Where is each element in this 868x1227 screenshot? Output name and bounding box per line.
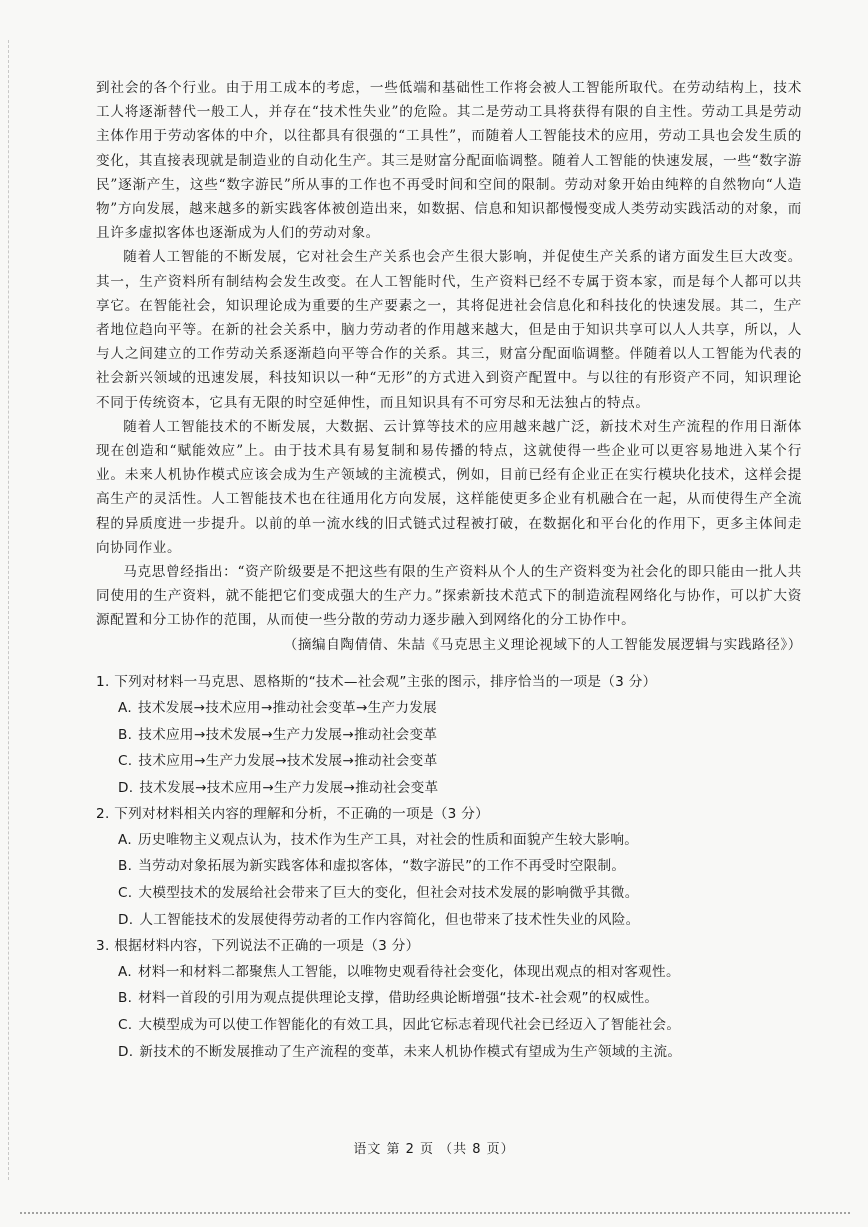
option-letter: D. <box>118 911 134 928</box>
question-stem: 2. 下列对材料相关内容的理解和分析，不正确的一项是（3 分） <box>96 805 489 822</box>
option-text: 历史唯物主义观点认为，技术作为生产工具，对社会的性质和面貌产生较大影响。 <box>137 831 639 848</box>
option-letter: C. <box>118 885 133 902</box>
option-b <box>96 853 802 880</box>
option-text: 技术发展→技术应用→推动社会变革→生产力发展 <box>137 700 438 716</box>
option-text: 当劳动对象拓展为新实践客体和虚拟客体，“数字游民”的工作不再受时空限制。 <box>138 858 626 875</box>
option-text: 新技术的不断发展推动了生产流程的变革，未来人机协作模式有望成为生产领域的主流。 <box>139 1043 682 1060</box>
option-text: 人工智能技术的发展使得劳动者的工作内容简化，但也带来了技术性失业的风险。 <box>139 911 640 928</box>
option-d <box>96 775 802 802</box>
option-letter: A. <box>118 831 132 848</box>
option-letter: D. <box>118 780 134 797</box>
passage-paragraph-1: 到社会的各个行业。由于用工成本的考虑，一些低端和基础性工作将会被人工智能所取代。在劳动结构上，技术工人将逐渐替代一般工人，并存在“技术性失业”的危险。其二是劳动工具将获得有限的自主性。劳动工具是劳动主体作用于劳动客体的中介，以往都具有很强的“工具性”，而随着人工智能技术的应用，劳动工具也会发生质的变化，其直接表现就是制造业的自动化生产。其三是财富分配面临调整。随着人工智能的快速发展，一些“数字游民”逐渐产生，这些“数字游民”所从事的工作也不再受时间和空间的限制。劳动对象开始由纯粹的自然物向“人造物”方向发展，越来越多的新实践客体被创造出来，如数据、信息和知识都慢慢变成人类劳动实践活动的对象，而且许多虚拟客体也逐渐成为人们的劳动对象。 <box>96 80 802 242</box>
option-letter: C. <box>118 1016 133 1033</box>
question-stem: 1. 下列对材料一马克思、恩格斯的“技术—社会观”主张的图示，排序恰当的一项是（3 分） <box>96 674 657 690</box>
option-text: 技术应用→生产力发展→技术发展→推动社会变革 <box>138 753 438 770</box>
passage-paragraph-2: 随着人工智能的不断发展，它对社会生产关系也会产生很大影响，并促使生产关系的诸方面发生巨大改变。其一，生产资料所有制结构会发生改变。在人工智能时代，生产资料已经不专属于资本家，而是每个人都可以共享它。在智能社会，知识理论成为重要的生产要素之一，其将促进社会信息化和科技化的快速发展。其二，生产者地位趋向平等。在新的社会关系中，脑力劳动者的作用越来越大，但是由于知识共享可以人人共享，所以，人与人之间建立的工作劳动关系逐渐趋向平等合作的关系。其三，财富分配面临调整。伴随着以人工智能为代表的社会新兴领域的迅速发展，科技知识以一种“无形”的方式进入到资产配置中。与以往的有形资产不同，知识理论不同于传统资本，它具有无限的时空延伸性，而且知识具有不可穷尽和无法独占的特点。 <box>96 249 802 411</box>
question-1 <box>96 670 802 802</box>
option-d <box>96 907 802 934</box>
option-text: 大模型成为可以使工作智能化的有效工具，因此它标志着现代社会已经迈入了智能社会。 <box>138 1016 681 1033</box>
option-b <box>96 985 802 1012</box>
question-3 <box>96 934 802 1066</box>
option-text: 技术发展→技术应用→生产力发展→推动社会变革 <box>139 780 439 797</box>
option-letter: D. <box>118 1043 134 1060</box>
passage-source: （摘编自陶倩倩、朱喆《马克思主义理论视域下的人工智能发展逻辑与实践路径》） <box>283 636 802 653</box>
option-text: 材料一首段的引用为观点提供理论支撑，借助经典论断增强“技术-社会观”的权威性。 <box>138 990 659 1007</box>
question-2 <box>96 802 802 934</box>
option-c <box>96 880 802 907</box>
option-a <box>96 827 802 854</box>
option-d <box>96 1039 802 1066</box>
option-text: 技术应用→技术发展→生产力发展→推动社会变革 <box>138 726 438 743</box>
option-letter: A. <box>118 700 132 716</box>
passage-paragraph-4: 马克思曾经指出：“资产阶级要是不把这些有限的生产资料从个人的生产资料变为社会化的即只能由一批人共同使用的生产资料，就不能把它们变成强大的生产力。”探索新技术范式下的制造流程网络化与协作，可以扩大资源配置和分工协作的范围，从而使一些分散的劳动力逐步融入到网络化的分工协作中。 <box>96 564 802 629</box>
option-text: 材料一和材料二都聚焦人工智能，以唯物史观看待社会变化，体现出观点的相对客观性。 <box>137 963 680 980</box>
binding-margin-line <box>8 40 10 1180</box>
option-letter: B. <box>118 858 133 875</box>
question-stem: 3. 根据材料内容，下列说法不正确的一项是（3 分） <box>96 937 420 954</box>
option-letter: A. <box>118 963 132 980</box>
page-footer: 语文 第 2 页 （共 8 页） <box>353 1142 515 1157</box>
passage-paragraph-3: 随着人工智能技术的不断发展，大数据、云计算等技术的应用越来越广泛，新技术对生产流程的作用日渐体现在创造和“赋能效应”上。由于技术具有易复制和易传播的特点，这就使得一些企业可以更容易地进入某个行业。未来人机协作模式应该会成为生产领域的主流模式，例如，目前已经有企业正在实行模块化技术，这样会提高生产的灵活性。人工智能技术也在往通用化方向发展，这样能使更多企业有机融合在一起，从而使得生产全流程的异质度进一步提升。以前的单一流水线的旧式链式过程被打破，在数据化和平台化的作用下，更多主体间走向协同作业。 <box>96 418 802 556</box>
bottom-scan-edge <box>20 1212 850 1215</box>
option-c <box>96 748 802 775</box>
option-letter: B. <box>118 990 133 1007</box>
option-text: 大模型技术的发展给社会带来了巨大的变化，但社会对技术发展的影响微乎其微。 <box>138 885 639 902</box>
option-a <box>96 959 802 986</box>
reading-passage <box>96 76 802 657</box>
option-b <box>96 722 802 749</box>
option-c <box>96 1012 802 1039</box>
option-a <box>96 695 802 722</box>
option-letter: C. <box>118 753 133 770</box>
question-list <box>96 670 802 1065</box>
option-letter: B. <box>118 726 133 743</box>
